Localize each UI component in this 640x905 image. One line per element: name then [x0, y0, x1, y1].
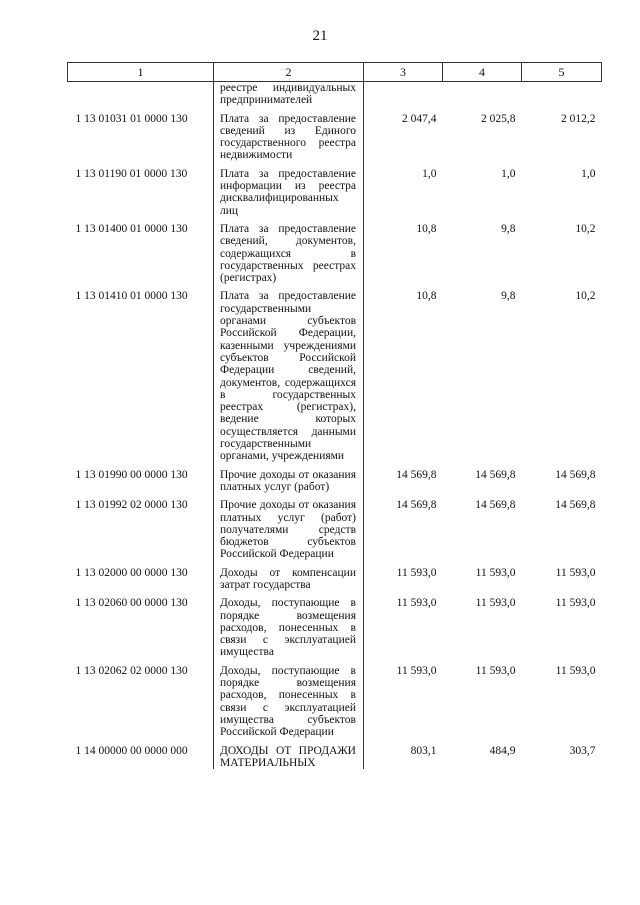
value-cell: 14 569,8	[555, 468, 596, 481]
name-cell: Прочие доходы от оказания платных услуг (работ) получателями средств бюджетов субъектов Российской Федерации	[214, 499, 364, 566]
value-cell	[364, 82, 443, 113]
value-cell: 14 569,8	[396, 468, 437, 481]
code-cell: 1 13 01410 01 0000 130	[75, 290, 188, 303]
name-cell: Доходы от компенсации затрат государства	[214, 567, 364, 598]
table-row	[68, 113, 602, 168]
page-number: 21	[312, 28, 328, 44]
code-cell: 1 13 01990 00 0000 130	[75, 468, 188, 481]
value-cell	[443, 82, 522, 113]
value-cell: 11 593,0	[555, 597, 596, 610]
table-row	[68, 567, 602, 598]
value-cell: 14 569,8	[475, 499, 516, 512]
header-cell: 4	[443, 63, 522, 82]
value-cell: 11 593,0	[396, 566, 437, 579]
name-cell: Плата за предоставление государственными органами субъектов Российской Федерации, казенными учреждениями субъектов Российской Федерации сведений, документов, содержащихся в государственных реестрах (регистрах), ведение которых осуществляется данными государственными органами, учреждениями	[214, 290, 364, 468]
name-cell: Плата за предоставление сведений, документов, содержащихся в государственных реестрах (регистрах)	[214, 223, 364, 290]
name-cell: реестре индивидуальных предпринимателей	[214, 82, 364, 113]
value-cell: 2 012,2	[561, 112, 596, 125]
header-cell: 5	[522, 63, 602, 82]
name-cell: Плата за предоставление информации из реестра дисквалифицированных лиц	[214, 168, 364, 223]
value-cell: 11 593,0	[555, 566, 596, 579]
code-cell: 1 13 01400 01 0000 130	[75, 222, 188, 235]
value-cell: 484,9	[489, 744, 516, 757]
table-row	[68, 665, 602, 745]
value-cell: 10,8	[416, 222, 437, 235]
code-cell	[68, 82, 214, 113]
code-cell: 1 13 01992 02 0000 130	[75, 499, 188, 512]
table-row	[68, 290, 602, 468]
header-cell: 1	[68, 63, 214, 82]
value-cell: 11 593,0	[396, 664, 437, 677]
value-cell: 10,2	[575, 222, 596, 235]
value-cell: 11 593,0	[396, 597, 437, 610]
value-cell: 303,7	[569, 744, 596, 757]
value-cell: 2 025,8	[481, 112, 516, 125]
table-row	[68, 223, 602, 290]
value-cell: 10,8	[416, 290, 437, 303]
value-cell: 9,8	[501, 290, 516, 303]
value-cell: 14 569,8	[475, 468, 516, 481]
value-cell: 11 593,0	[555, 664, 596, 677]
header-cell: 2	[214, 63, 364, 82]
budget-table	[67, 62, 602, 769]
table-row	[68, 597, 602, 664]
table-row	[68, 82, 602, 113]
value-cell: 11 593,0	[475, 664, 516, 677]
value-cell: 14 569,8	[396, 499, 437, 512]
value-cell: 1,0	[501, 167, 516, 180]
header-row	[68, 63, 602, 82]
table-row	[68, 745, 602, 770]
value-cell	[522, 82, 602, 113]
code-cell: 1 13 02062 02 0000 130	[75, 664, 188, 677]
name-cell: Прочие доходы от оказания платных услуг (работ)	[214, 469, 364, 500]
value-cell: 1,0	[581, 167, 596, 180]
value-cell: 10,2	[575, 290, 596, 303]
code-cell: 1 13 02060 00 0000 130	[75, 597, 188, 610]
value-cell: 11 593,0	[475, 566, 516, 579]
name-cell: Плата за предоставление сведений из Единого государственного реестра недвижимости	[214, 113, 364, 168]
table-row	[68, 168, 602, 223]
header-cell: 3	[364, 63, 443, 82]
value-cell: 2 047,4	[402, 112, 437, 125]
table-row	[68, 499, 602, 566]
name-cell: Доходы, поступающие в порядке возмещения расходов, понесенных в связи с эксплуатацией имущества	[214, 597, 364, 664]
code-cell: 1 13 01190 01 0000 130	[75, 167, 188, 180]
value-cell: 11 593,0	[475, 597, 516, 610]
name-cell: Доходы, поступающие в порядке возмещения расходов, понесенных в связи с эксплуатацией имущества субъектов Российской Федерации	[214, 665, 364, 745]
table-row	[68, 469, 602, 500]
name-cell: ДОХОДЫ ОТ ПРОДАЖИ МАТЕРИАЛЬНЫХ	[214, 745, 364, 770]
value-cell: 803,1	[410, 744, 437, 757]
code-cell: 1 13 02000 00 0000 130	[75, 566, 188, 579]
value-cell: 9,8	[501, 222, 516, 235]
code-cell: 1 13 01031 01 0000 130	[75, 112, 188, 125]
value-cell: 1,0	[422, 167, 437, 180]
value-cell: 14 569,8	[555, 499, 596, 512]
code-cell: 1 14 00000 00 0000 000	[75, 744, 188, 757]
